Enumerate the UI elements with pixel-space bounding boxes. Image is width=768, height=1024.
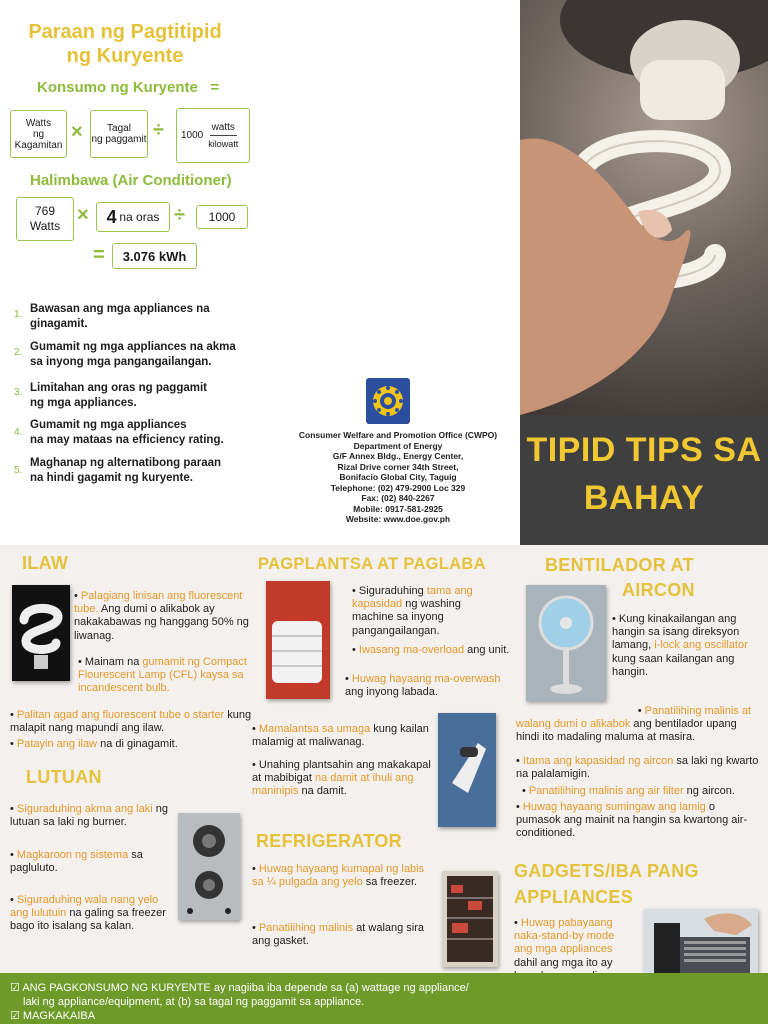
tipid-banner [520, 415, 768, 545]
example-heading: Halimbawa (Air Conditioner) [30, 172, 232, 189]
section-title-bentilador-line2: AIRCON [622, 580, 695, 600]
lutuan-tip: • Magkaroon ng sistema sa pagluluto. [10, 849, 143, 875]
tip-number: 5. [14, 465, 23, 476]
example-result-box: 3.076 kWh [112, 243, 197, 269]
electric-fan-photo [526, 585, 606, 701]
refrigerator-tip: • Huwag hayaang kumapal ng labis sa ¼ pulgada ang yelo sa freezer. [252, 863, 425, 889]
lutuan-tip: • Siguraduhing wala nang yelo ang lulutuin na galing sa freezer bago ito isalang sa kalan. [10, 894, 166, 933]
footer-line3: ☑ MAGKAKAIBA [10, 1010, 96, 1022]
times-sign: × [71, 121, 83, 143]
bentilador-tip: • Panatilihing malinis ang air filter ng aircon. [522, 785, 735, 797]
section-title-refrigerator: REFRIGERATOR [256, 831, 402, 851]
tip-number: 4. [14, 427, 23, 438]
gas-burner-photo [178, 813, 240, 920]
tip-item: Gumamit ng mga appliances na may mataas na efficiency rating. [30, 419, 224, 446]
laundry-basket-photo [266, 581, 330, 699]
plantsa-tip: • Iwasang ma-overload ang unit. [352, 644, 510, 656]
tip-number: 3. [14, 387, 23, 398]
refrigerator-photo [442, 871, 498, 967]
footer-line1: ☑ ANG PAGKONSUMO NG KURYENTE ay nagiiba iba depende sa (a) wattage ng appliance/ [10, 982, 469, 994]
bentilador-tip: • Panatilihing malinis at walang dumi o alikabok ang bentilador upang hindi ito madaling maluma at masira. [516, 705, 751, 744]
tip-number: 2. [14, 347, 23, 358]
example-divide-sign: ÷ [174, 204, 185, 226]
plantsa-tip: • Siguraduhing tama ang kapasidad ng washing machine sa inyong pangangailangan. [352, 585, 473, 637]
formula-time-box: Tagal ng paggamit [90, 110, 148, 158]
section-title-pagplantsa: PAGPLANTSA AT PAGLABA [258, 555, 486, 573]
tip-item: Limitahan ang oras ng paggamit ng mga appliances. [30, 382, 207, 409]
example-equals-sign: = [93, 244, 105, 266]
formula-conversion-box: 1000 watts kilowatt [176, 108, 250, 163]
ilaw-tip: • Palagiang linisan ang fluorescent tube. Ang dumi o alikabok ay nakakabawas ng hanggang 50% ng liwanag. [74, 590, 249, 642]
lutuan-tip: • Siguraduhing akma ang laki ng lutuan sa laki ng burner. [10, 803, 168, 829]
tip-item: Gumamit ng mga appliances na akma sa inyong mga pangangailangan. [30, 341, 236, 368]
ilaw-tip: • Patayin ang ilaw na di ginagamit. [10, 738, 178, 750]
plantsa-tip: • Huwag hayaang ma-overwash ang inyong labada. [345, 673, 501, 699]
section-title-ilaw: ILAW [22, 553, 69, 573]
tips-sections [0, 545, 768, 1024]
tip-item: Maghanap ng alternatibong paraan na hindi gagamit ng kuryente. [30, 457, 222, 484]
example-divisor-box: 1000 [196, 205, 248, 229]
banner-line2: BAHAY [583, 479, 705, 517]
example-hours-box: 4 na oras [96, 202, 170, 232]
example-watts-box: 769 Watts [16, 197, 74, 241]
footer-note [0, 973, 768, 1024]
divide-sign: ÷ [153, 119, 164, 141]
refrigerator-tip: • Panatilihing malinis at walang sira ang gasket. [252, 922, 425, 948]
cfl-lamp-photo [12, 585, 70, 681]
example-times-sign: × [77, 204, 89, 226]
tip-number: 1. [14, 309, 23, 320]
section-title-lutuan: LUTUAN [26, 767, 102, 787]
formula-heading: Konsumo ng Kuryente = [37, 79, 220, 96]
bentilador-tip: • Itama ang kapasidad ng aircon sa laki ng kwarto na palalamigin. [516, 755, 759, 781]
section-title-gadgets-line1: GADGETS/IBA PANG [514, 861, 699, 881]
footer-line2: laki ng appliance/equipment, at (b) sa tagal ng paggamit sa appliance. [23, 996, 365, 1008]
plantsa-tip: • Mamalantsa sa umaga kung kailan malamig at maliwanag. [252, 723, 429, 749]
formula-panel [0, 0, 520, 545]
section-title-bentilador-line1: BENTILADOR AT [545, 555, 694, 575]
tip-item: Bawasan ang mga appliances na ginagamit. [30, 303, 210, 330]
contact-info: Consumer Welfare and Promotion Office (CWPO) Department of Energy G/F Annex Bldg., Energy Center, Rizal Drive corner 34th Street, Bonifacio Global City, Taguig Telephone: (02) 479-2900 Loc 329 Fax: (02) 840-2267 Mobile: 0917-581-2925 Website: www.doe.gov.ph [298, 430, 498, 524]
section-title-gadgets-line2: APPLIANCES [514, 887, 634, 907]
bentilador-tip: • Kung kinakailangan ang hangin sa isang direksyon lamang, i-lock ang oscillator kung saan kailangan ang hangin. [612, 613, 748, 678]
gadgets-tip: • Huwag pabayaang naka-stand-by mode ang mga appliances dahil ang mga ito ay [514, 917, 615, 969]
ilaw-tip: • Palitan agad ang fluorescent tube o starter kung malapit nang mapundi ang ilaw. [10, 709, 252, 735]
doe-seal-icon [366, 378, 410, 424]
plantsa-tip: • Unahing plantsahin ang makakapal at mabibigat na damit at ihuli ang maninipis na damit. [252, 759, 431, 798]
page-title-line2: ng Kuryente [66, 45, 184, 67]
bentilador-tip: • Huwag hayaang sumingaw ang lamig o pumasok ang mainit na hangin sa kwartong air-conditioned. [516, 801, 748, 840]
formula-watts-box: Watts ng Kagamitan [10, 110, 67, 158]
page-title-line1: Paraan ng Pagtitipid [28, 21, 222, 43]
banner-line1: TIPID TIPS SA [526, 431, 762, 469]
cfl-bulb-photo [520, 0, 768, 415]
iron-photo [438, 713, 496, 827]
ilaw-tip: • Mainam na gumamit ng Compact Flourescent Lamp (CFL) kaysa sa incandescent bulb. [78, 656, 247, 695]
